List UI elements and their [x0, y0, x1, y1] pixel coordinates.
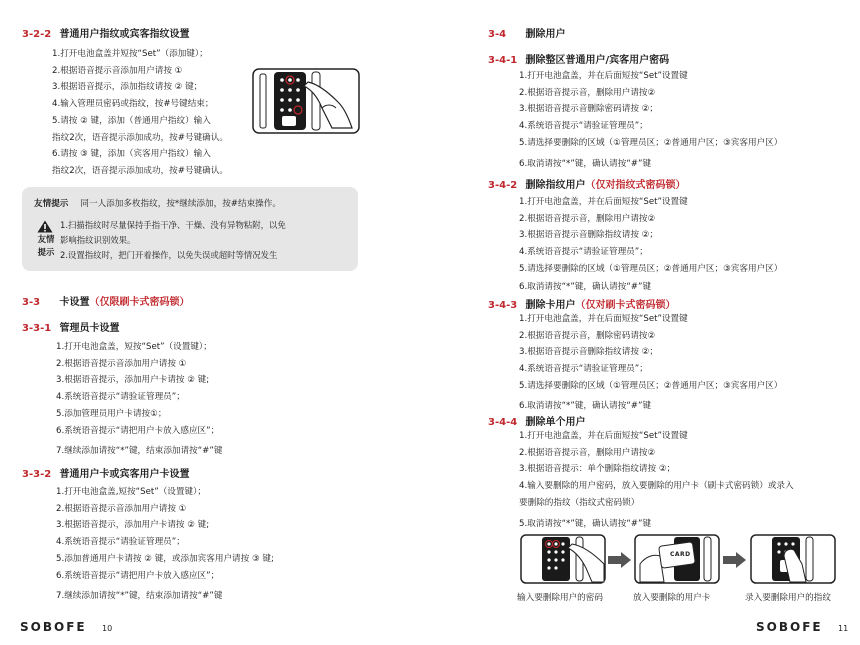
tip-note-1-cont: 影响指纹识别效果。 — [60, 235, 136, 245]
section-3-3-2-heading: 3-3-2 普通用户卡或宾客用户卡设置 — [22, 469, 190, 480]
caption-enter-password: 输入要删除用户的密码 — [517, 593, 603, 603]
enter-password-illustration — [520, 534, 606, 584]
section-3-2-2-heading: 3-2-2 普通用户指纹或宾客指纹设置 — [22, 29, 190, 40]
section-3-3-2-steps: 1.打开电池盒盖,短按“Set”（设置键）； 2.根据语音提示音添加用户请按 ① 3.根据语音提示，添加用户卡请按 ② 键; 4.系统语音提示“请验证管理员”； 5.添加普通用户卡请按 ② 键，或添加宾客用户请按 ③ 键; 6.系统语音提示“请把用户卡放入感应区”； 7.继续添加请按“*”键，结束添加请按“#”键 — [56, 487, 274, 602]
arrow-right-icon-2 — [723, 552, 747, 568]
caption-enroll-fingerprint: 录入要删除用户的指纹 — [745, 593, 831, 603]
section-3-4-4-steps: 1.打开电池盒盖，并在后面短按“Set”设置键 2.根据语音提示音，删除用户请按② 3.根据语音提示：单个删除指纹请按 ②； 4.输入要删除的用户密码，放入要删除的用户卡（刷卡式密码锁）或录入 要删除的指纹（指纹式密码锁） 5.取消请按“*”键，确认请按“#”键 — [519, 431, 794, 529]
page-number: 10 — [102, 624, 113, 633]
section-3-4-heading: 3-4 删除用户 — [488, 29, 566, 40]
section-3-3-1-steps: 1.打开电池盒盖，短按“Set”（设置键）； 2.根据语音提示音添加用户请按 ① 3.根据语音提示，添加用户卡请按 ② 键; 4.系统语音提示“请验证管理员”； 5.添加管理员用户卡请按①； 6.系统语音提示“请把用户卡放入感应区”； 7.继续添加请按“*”键，结束添加请按“#”键 — [56, 342, 223, 457]
tip-header: 友情提示 同一人添加多枚指纹，按*继续添加，按#结束操作。 — [34, 199, 281, 209]
friendly-tip-box — [22, 187, 358, 271]
section-3-3-1-heading: 3-3-1 管理员卡设置 — [22, 323, 120, 334]
section-3-3-heading: 3-3 卡设置（仅限刷卡式密码锁） — [22, 297, 190, 308]
tip-note-2: 2.设置指纹时，把门开着操作，以免失误或超时等情况发生 — [60, 250, 278, 260]
warning-icon — [37, 220, 53, 233]
card-label: CARD — [670, 551, 691, 558]
section-3-4-1-steps: 1.打开电池盒盖，并在后面短按“Set”设置键 2.根据语音提示音，删除用户请按② 3.根据语音提示音删除密码请按 ②； 4.系统语音提示“请验证管理员”； 5.请选择要删除的区域（①管理员区；②普通用户区；③宾客用户区） 6.取消请按“*”键，确认请按“#”键 — [519, 71, 783, 169]
warning-label: 友情提示 — [37, 234, 55, 257]
brand-logo-right: SOBOFE — [756, 620, 823, 634]
section-3-4-3-heading: 3-4-3 删除卡用户（仅对刷卡式密码锁） — [488, 300, 676, 311]
tip-note-1: 1.扫描指纹时尽量保持手指干净、干燥、没有异物粘附，以免 — [60, 220, 286, 230]
enroll-fingerprint-illustration — [750, 534, 836, 584]
place-card-illustration — [634, 534, 720, 584]
arrow-right-icon-1 — [608, 552, 632, 568]
caption-place-card: 放入要删除的用户卡 — [633, 593, 711, 603]
brand-logo: SOBOFE — [20, 620, 87, 634]
card-reader-graphic — [634, 534, 720, 584]
section-3-4-2-heading: 3-4-2 删除指纹用户（仅对指纹式密码锁） — [488, 180, 686, 191]
section-3-4-3-steps: 1.打开电池盒盖，并在后面短按“Set”设置键 2.根据语音提示音，删除密码请按② 3.根据语音提示音删除指纹请按 ②； 4.系统语音提示“请验证管理员”； 5.请选择要删除的区域（①管理员区；②普通用户区；③宾客用户区） 6.取消请按“*”键，确认请按“#”键 — [519, 314, 783, 411]
section-3-4-4-heading: 3-4-4 删除单个用户 — [488, 417, 586, 428]
section-3-4-2-steps: 1.打开电池盒盖，并在后面短按“Set”设置键 2.根据语音提示音，删除用户请按② 3.根据语音提示音删除指纹请按 ②； 4.系统语音提示“请验证管理员”； 5.请选择要删除的区域（①管理员区；②普通用户区；③宾客用户区） 6.取消请按“*”键，确认请按“#”键 — [519, 197, 783, 292]
section-3-4-1-heading: 3-4-1 删除整区普通用户/宾客用户密码 — [488, 55, 670, 66]
section-3-2-2-steps: 1.打开电池盒盖并短按“Set”（添加键）； 2.根据语音提示音添加用户请按 ① 3.根据语音提示，添加指纹请按 ② 键； 4.输入管理员密码或指纹，按#号键结束； 5.请按 ② 键，添加（普通用户指纹）输入 指纹2次，语音提示添加成功，按#号键确认。 6.请按 ③ 键，添加（宾客用户指纹）输入 指纹2次，语音提示添加成功，按#号键确认。 — [52, 49, 228, 176]
keypad-finger-illustration — [252, 68, 360, 134]
page-number-right: 11 — [838, 624, 849, 633]
